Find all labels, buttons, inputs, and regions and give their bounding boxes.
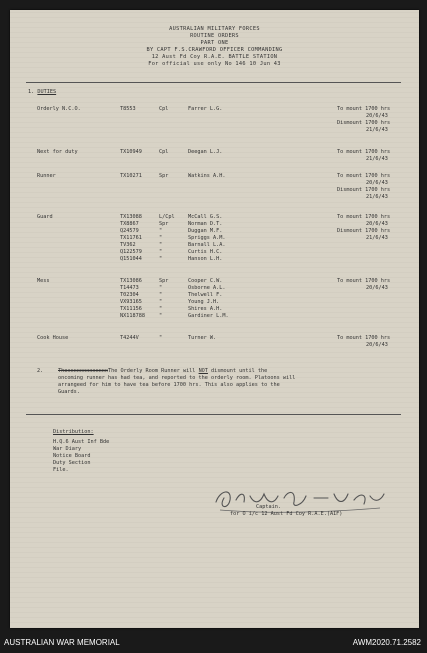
rank: " [159,256,163,262]
service-number: T14473 [120,285,139,291]
service-number: TV362 [120,242,136,248]
service-number: TX10271 [120,173,142,179]
duty-note: To mount 1700 hrs [337,149,391,155]
rank: " [159,306,163,312]
header-line-3: PART ONE [200,40,229,46]
duty-note: To mount 1700 hrs [337,214,391,220]
duty-note: 21/6/43 [366,156,388,162]
rank: " [159,299,163,305]
service-number: VX93165 [120,299,142,305]
rank: Spr [159,278,169,284]
service-number: T02304 [120,292,139,298]
duty-note: To mount 1700 hrs [337,173,391,179]
service-number: T4244V [120,335,139,341]
rank: " [159,313,163,319]
header-line-6: For official use only No 146 10 Jun 43 [148,61,281,67]
service-number: TX11156 [120,306,142,312]
rank: Cpl [159,149,169,155]
rank: " [159,235,163,241]
not-emphasis: NOT [198,368,208,374]
rank: Cpl [159,106,169,112]
service-number: NX118788 [120,313,145,319]
section-2-line-4: Guards. [58,389,80,395]
duty-note: 20/6/43 [366,113,388,119]
duty-label: Mess [37,278,50,284]
distribution-item: Duty Section [53,460,91,466]
distribution-item: Notice Board [53,453,91,459]
service-number: TX8867 [120,221,139,227]
duty-note: 21/6/43 [366,235,388,241]
duty-note: 20/6/43 [366,221,388,227]
rank: " [159,285,163,291]
footer-accession: AWM2020.71.2582 [352,638,421,647]
distribution-item: War Diary [53,446,82,452]
duty-note: To mount 1700 hrs [337,278,391,284]
service-number: TX13088 [120,214,142,220]
duty-note: 21/6/43 [366,194,388,200]
document-page [10,10,419,628]
signature-unit: for O i/c 12 Aust Fd Coy R.A.E.(AIF) [230,511,343,517]
service-number: Q24579 [120,228,139,234]
rank: L/Cpl [159,214,175,220]
header-line-1: AUSTRALIAN MILITARY FORCES [169,26,260,32]
rank: Spr [159,173,169,179]
duty-label: Runner [37,173,56,179]
member-name: Farrer L.G. [188,106,223,112]
duty-note: 20/6/43 [366,180,388,186]
service-number: Q151044 [120,256,142,262]
member-name: Duggan M.F. [188,228,223,234]
section-2-number: 2. [37,368,44,374]
section-1-heading [28,89,56,95]
struck-text: Thexxxxxxxxxxxxx [58,368,108,374]
duty-note: To mount 1700 hrs [337,335,391,341]
rank: " [159,292,163,298]
service-number: TX10949 [120,149,142,155]
top-rule [26,82,401,83]
duty-note: Dismount 1700 hrs [337,187,391,193]
duty-label: Next for duty [37,149,78,155]
member-name: Hanson L.H. [188,256,223,262]
section-1-number: 1. [28,89,35,95]
rank: " [159,249,163,255]
header-line-2: ROUTINE ORDERS [190,33,239,39]
service-number: T8553 [120,106,136,112]
service-number: Q122579 [120,249,142,255]
duty-label: Guard [37,214,53,220]
rank: " [159,335,163,341]
member-name: Thelwell F. [188,292,223,298]
duty-note: 20/6/43 [366,285,388,291]
distribution-item: File. [53,467,69,473]
member-name: Turner W. [188,335,217,341]
member-name: Gardiner L.M. [188,313,229,319]
header-line-5: 12 Aust Fd Coy R.A.E. BATTLE STATION [151,54,278,60]
duty-note: To mount 1700 hrs [337,106,391,112]
service-number: TX11761 [120,235,142,241]
section-2-line-1-b: dismount until the [207,368,268,374]
member-name: Curtis H.C. [188,249,223,255]
member-name: Norman D.T. [188,221,223,227]
rank: Spr [159,221,169,227]
service-number: TX13086 [120,278,142,284]
member-name: Cooper C.W. [188,278,223,284]
member-name: Deegan L.J. [188,149,223,155]
section-1-title: DUTIES [37,89,57,95]
duty-note: Dismount 1700 hrs [337,228,391,234]
member-name: Barnall L.A. [188,242,226,248]
header-line-4: BY CAPT F.S.CRAWFORD OFFICER COMMANDING [146,47,283,53]
duty-label: Cook House [37,335,69,341]
section-2-line-2: oncoming runner has had tea, and reported to the orderly room. Platoons will [58,375,296,381]
rank: " [159,228,163,234]
member-name: McCall G.S. [188,214,223,220]
member-name: Watkins A.H. [188,173,226,179]
member-name: Spriggs A.M. [188,235,226,241]
member-name: Shires A.H. [188,306,223,312]
duty-label: Orderly N.C.O. [37,106,81,112]
member-name: Osborne A.L. [188,285,226,291]
section-2-line-1 [58,368,267,374]
footer-source: AUSTRALIAN WAR MEMORIAL [4,638,120,647]
rank: " [159,242,163,248]
signature-title: Captain. [256,504,281,510]
distribution-item: H.Q.6 Aust Inf Bde [53,439,110,445]
distribution-title: Distribution: [53,429,94,435]
member-name: Young J.H. [188,299,220,305]
section-2-line-3: arrangeed for him to have tea before 1700 hrs. This also applies to the [58,382,280,388]
duty-note: 20/6/43 [366,342,388,348]
duty-note: 21/6/43 [366,127,388,133]
duty-note: Dismount 1700 hrs [337,120,391,126]
bottom-rule [26,414,401,415]
section-2-line-1-a: The Orderly Room Runner will [107,368,199,374]
